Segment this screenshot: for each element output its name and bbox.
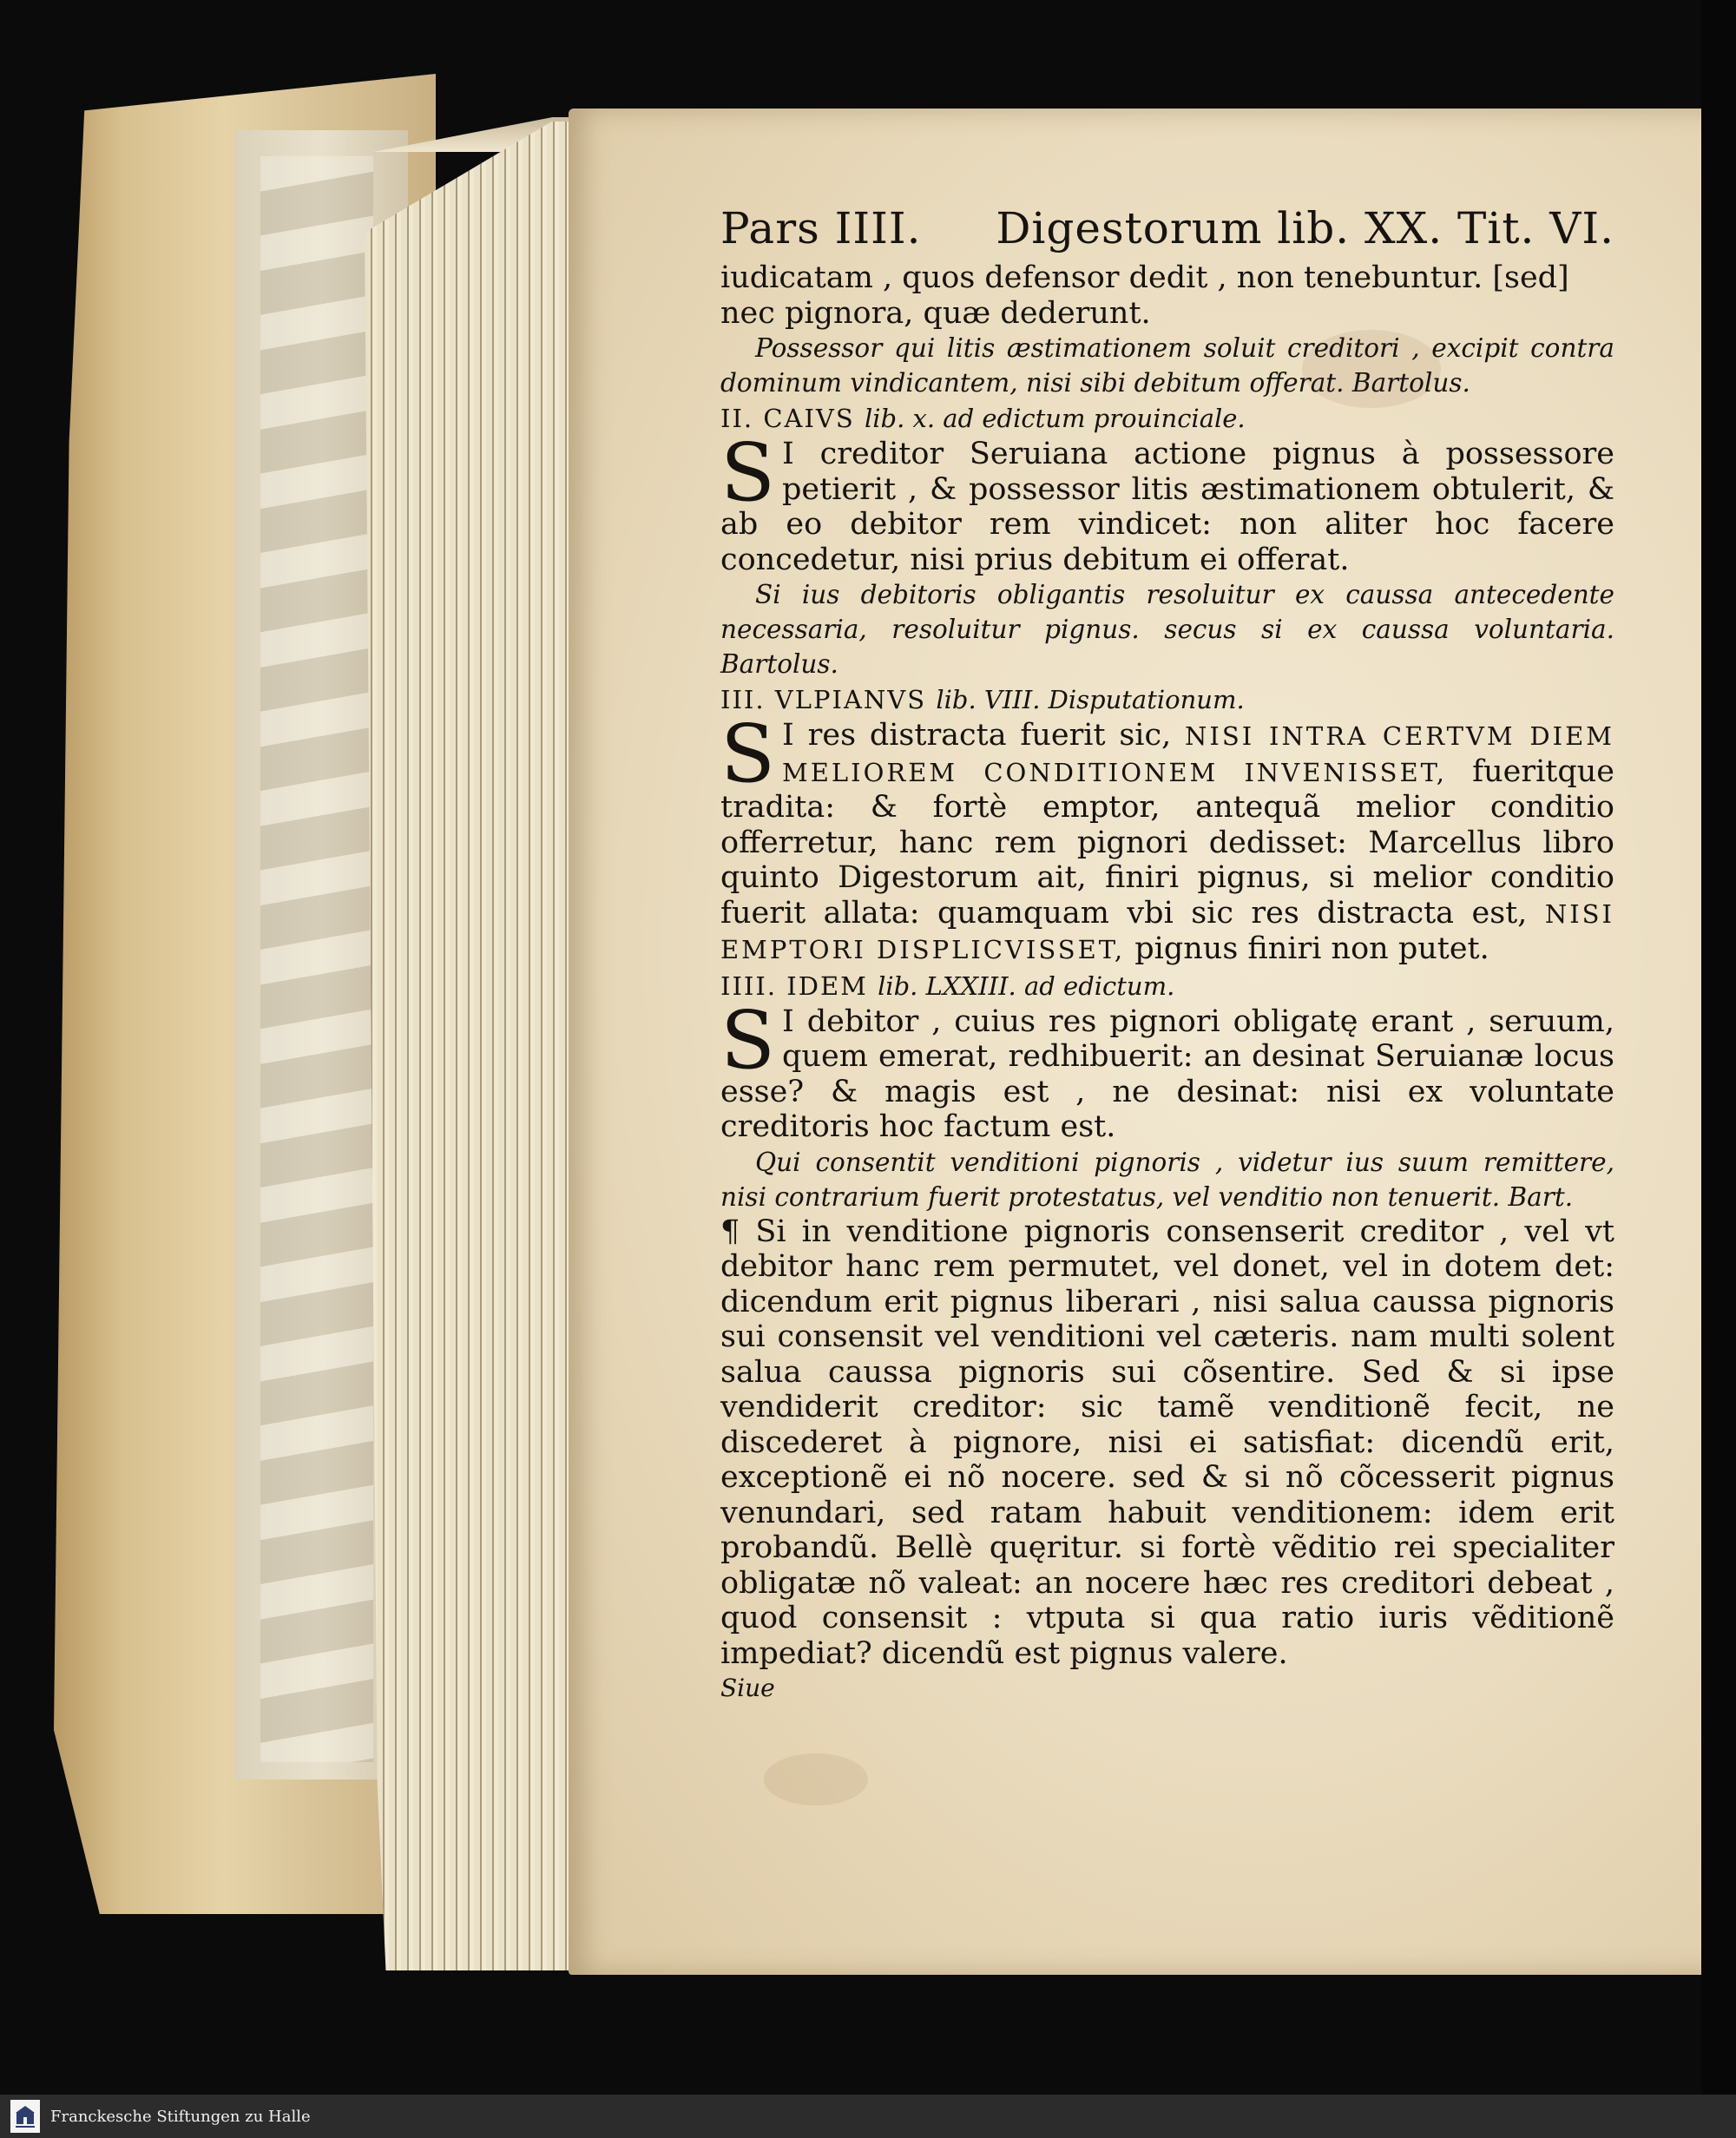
paragraph: S I creditor Seruiana actione pignus à possessore petierit , & possessor litis æstimationem obtulerit, & ab eo debitor rem vindicet: non aliter hoc facere concedetur, nisi prius debitum ei offerat.: [720, 426, 1614, 577]
summary-note: Qui consentit venditioni pignoris , videtur ius suum remittere, nisi contrarium fuerit protestatus, vel venditio non tenuerit. Bart.: [720, 1147, 1614, 1212]
institution-logo-icon: [10, 2100, 40, 2133]
drop-cap: S: [720, 993, 776, 1087]
running-head-left: Pars IIII.: [720, 203, 922, 253]
paragraph: S I res distracta fuerit sic, NISI INTRA CERTVM DIEM MELIOREM CONDITIONEM INVENISSET, fueritque tradita: & fortè emptor, antequã melior conditio offerretur, hanc rem pignori dedisset: Marcellus libro quinto Digestorum ait, finiri pignus, si melior conditio fuerit allata: quamquam vbi sic res distracta est, NISI EMPTORI DISPLICVISSET, pignus finiri non putet.: [720, 707, 1614, 966]
right-shadow: [1701, 0, 1736, 2095]
summary-note: Si ius debitoris obligantis resoluitur ex caussa antecedente necessaria, resoluitur pignus. secus si ex caussa voluntaria. Bartolus.: [720, 580, 1614, 679]
drop-cap: S: [720, 707, 776, 800]
paragraph: S I debitor , cuius res pignori obligatę erant , seruum, quem emerat, redhibuerit: an desinat Seruianæ locus esse? & magis est , ne desinat: nisi ex voluntate creditoris hoc factum est.: [720, 993, 1614, 1144]
text-line: iudicatam , quos defensor dedit , non tenebuntur. [sed]: [720, 260, 1569, 295]
summary-note: Possessor qui litis æstimationem soluit creditori , excipit contra dominum vindicantem, nisi sibi debitum offerat. Bartolus.: [720, 333, 1614, 398]
section-heading: III. VLPIANVS lib. VIII. Disputationum.: [720, 685, 1245, 714]
drop-cap: S: [720, 426, 776, 519]
page-text: [720, 200, 1614, 1706]
institution-name: Franckesche Stiftungen zu Halle: [50, 2107, 311, 2126]
footer-bar: [0, 2095, 1736, 2138]
running-head: [720, 200, 1614, 257]
catchword: Siue: [720, 1674, 775, 1702]
text-line: nec pignora, quæ dederunt.: [720, 295, 1151, 331]
foxing-stain: [764, 1753, 868, 1806]
cover-fold-texture: [260, 156, 373, 1762]
section-heading: IIII. IDEM lib. LXXIII. ad edictum.: [720, 970, 1175, 1001]
page-edges-stack: [365, 122, 577, 1970]
section-heading: II. CAIVS lib. x. ad edictum prouinciale.: [720, 404, 1246, 433]
paragraph: ¶ Si in venditione pignoris consenserit creditor , vel vt debitor hanc rem permutet, vel donet, vel in dotem det: dicendum erit pignus liberari , nisi salua caussa pignoris sui consensit vel venditioni vel cæteris. nam multi solent salua caussa pignoris sui cõsentire. Sed & si ipse vendiderit creditor: sic tamẽ venditionẽ fecit, ne discederet à pignore, nisi ei satisfiat: dicendũ erit, exceptionẽ ei nõ nocere. sed & si nõ cõcesserit pignus venundari, sed ratam habuit venditionem: idem erit probandũ. Bellè quęritur. si fortè vẽditio rei specialiter obligatæ nõ valeat: an nocere hæc res creditori debeat , quod consensit : vtputa si qua ratio iuris vẽditionẽ impediat? dicendũ est pignus valere.: [720, 1214, 1614, 1671]
running-head-right: Digestorum lib. XX. Tit. VI.: [996, 203, 1614, 253]
